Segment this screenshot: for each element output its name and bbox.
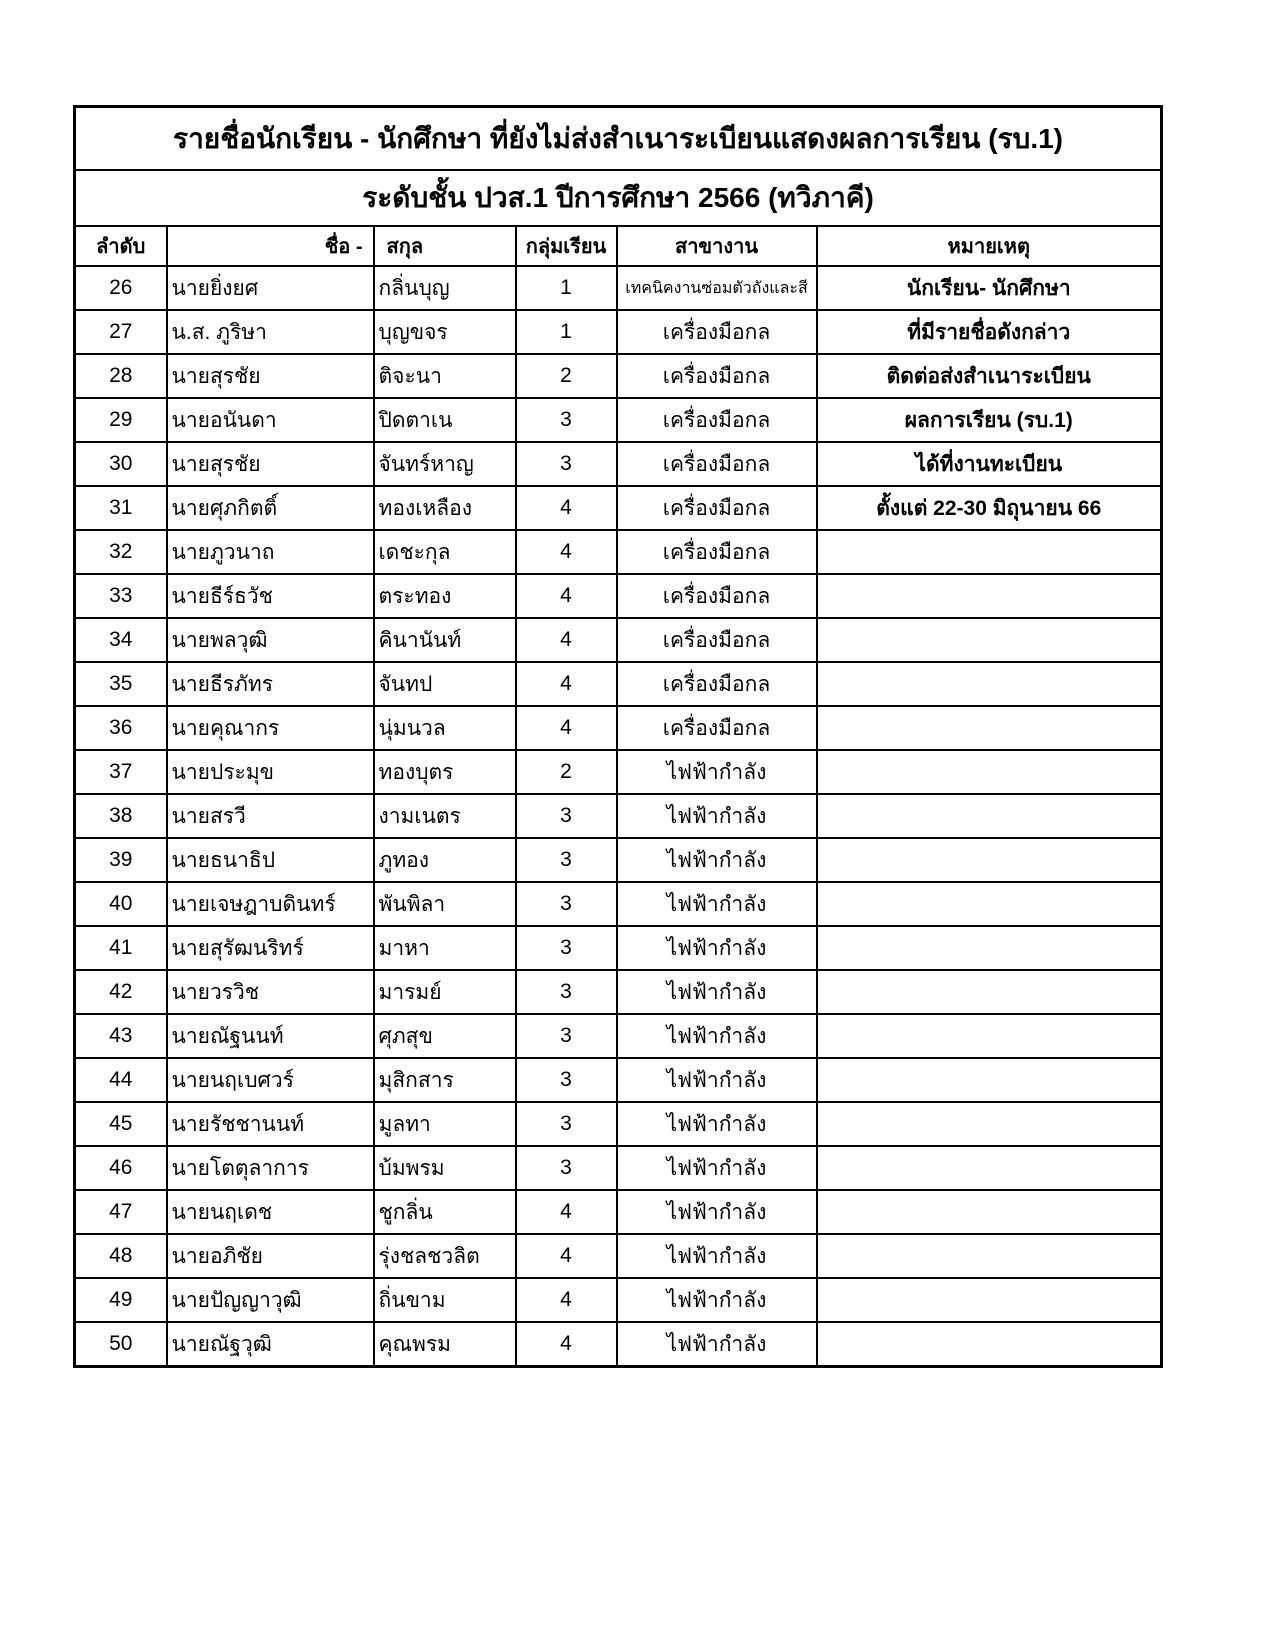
field-of-study: ไฟฟ้ากำลัง xyxy=(617,970,817,1014)
remark xyxy=(817,1278,1162,1322)
row-number: 50 xyxy=(75,1322,167,1367)
subtitle-row xyxy=(75,170,1162,226)
row-number: 42 xyxy=(75,970,167,1014)
table-row xyxy=(75,1278,1162,1322)
student-first-name: นายสุรชัย xyxy=(167,442,374,486)
student-first-name: นายธีรภัทร xyxy=(167,662,374,706)
table-row xyxy=(75,618,1162,662)
study-group: 4 xyxy=(516,530,617,574)
student-first-name: นายปัญญาวุฒิ xyxy=(167,1278,374,1322)
study-group: 4 xyxy=(516,1278,617,1322)
row-number: 31 xyxy=(75,486,167,530)
study-group: 3 xyxy=(516,398,617,442)
study-group: 3 xyxy=(516,882,617,926)
header-order-number: ลำดับ xyxy=(75,226,167,266)
field-of-study: ไฟฟ้ากำลัง xyxy=(617,1234,817,1278)
student-first-name: นายวรวิช xyxy=(167,970,374,1014)
study-group: 2 xyxy=(516,750,617,794)
header-first-name: ชื่อ - xyxy=(167,226,374,266)
remark xyxy=(817,574,1162,618)
field-of-study: เครื่องมือกล xyxy=(617,310,817,354)
study-group: 3 xyxy=(516,442,617,486)
table-row xyxy=(75,838,1162,882)
study-group: 3 xyxy=(516,838,617,882)
row-number: 49 xyxy=(75,1278,167,1322)
field-of-study: เครื่องมือกล xyxy=(617,530,817,574)
student-last-name: เดชะกุล xyxy=(374,530,516,574)
student-first-name: นายอนันดา xyxy=(167,398,374,442)
row-number: 45 xyxy=(75,1102,167,1146)
table-row xyxy=(75,486,1162,530)
table-row xyxy=(75,1146,1162,1190)
table-row xyxy=(75,266,1162,310)
study-group: 3 xyxy=(516,926,617,970)
table-row xyxy=(75,530,1162,574)
table-row xyxy=(75,662,1162,706)
student-first-name: นายพลวุฒิ xyxy=(167,618,374,662)
row-number: 28 xyxy=(75,354,167,398)
field-of-study: ไฟฟ้ากำลัง xyxy=(617,1322,817,1367)
row-number: 44 xyxy=(75,1058,167,1102)
student-first-name: น.ส. ภูริษา xyxy=(167,310,374,354)
student-first-name: นายโตตุลาการ xyxy=(167,1146,374,1190)
field-of-study: เทคนิคงานซ่อมตัวถังและสี xyxy=(617,266,817,310)
field-of-study: ไฟฟ้ากำลัง xyxy=(617,1146,817,1190)
field-of-study: ไฟฟ้ากำลัง xyxy=(617,794,817,838)
row-number: 32 xyxy=(75,530,167,574)
remark: ตั้งแต่ 22-30 มิถุนายน 66 xyxy=(817,486,1162,530)
study-group: 4 xyxy=(516,486,617,530)
study-group: 4 xyxy=(516,1322,617,1367)
field-of-study: เครื่องมือกล xyxy=(617,618,817,662)
remark xyxy=(817,1190,1162,1234)
remark xyxy=(817,750,1162,794)
remark xyxy=(817,1058,1162,1102)
row-number: 38 xyxy=(75,794,167,838)
row-number: 48 xyxy=(75,1234,167,1278)
student-first-name: นายนฤเบศวร์ xyxy=(167,1058,374,1102)
study-group: 3 xyxy=(516,1058,617,1102)
student-first-name: นายเจษฎาบดินทร์ xyxy=(167,882,374,926)
remark xyxy=(817,838,1162,882)
row-number: 29 xyxy=(75,398,167,442)
remark: ที่มีรายชื่อดังกล่าว xyxy=(817,310,1162,354)
study-group: 4 xyxy=(516,706,617,750)
student-first-name: นายประมุข xyxy=(167,750,374,794)
row-number: 40 xyxy=(75,882,167,926)
student-last-name: จันทป xyxy=(374,662,516,706)
student-last-name: ทองบุตร xyxy=(374,750,516,794)
student-first-name: นายอภิชัย xyxy=(167,1234,374,1278)
field-of-study: ไฟฟ้ากำลัง xyxy=(617,1102,817,1146)
student-last-name: ตระทอง xyxy=(374,574,516,618)
table-row xyxy=(75,1234,1162,1278)
row-number: 39 xyxy=(75,838,167,882)
field-of-study: ไฟฟ้ากำลัง xyxy=(617,882,817,926)
student-first-name: นายสุรชัย xyxy=(167,354,374,398)
document-title: รายชื่อนักเรียน - นักศึกษา ที่ยังไม่ส่งสำเนาระเบียนแสดงผลการเรียน (รบ.1) xyxy=(75,107,1162,171)
student-last-name: ภูทอง xyxy=(374,838,516,882)
table-row xyxy=(75,794,1162,838)
table-row xyxy=(75,926,1162,970)
row-number: 33 xyxy=(75,574,167,618)
remark xyxy=(817,1014,1162,1058)
field-of-study: เครื่องมือกล xyxy=(617,706,817,750)
student-first-name: นายนฤเดช xyxy=(167,1190,374,1234)
student-last-name: ติจะนา xyxy=(374,354,516,398)
row-number: 30 xyxy=(75,442,167,486)
field-of-study: เครื่องมือกล xyxy=(617,398,817,442)
document-subtitle: ระดับชั้น ปวส.1 ปีการศึกษา 2566 (ทวิภาคี) xyxy=(75,170,1162,226)
study-group: 3 xyxy=(516,1102,617,1146)
student-last-name: รุ่งชลชวลิต xyxy=(374,1234,516,1278)
remark: ติดต่อส่งสำเนาระเบียน xyxy=(817,354,1162,398)
student-last-name: พันพิลา xyxy=(374,882,516,926)
remark xyxy=(817,970,1162,1014)
student-last-name: ชูกลิ่น xyxy=(374,1190,516,1234)
study-group: 4 xyxy=(516,574,617,618)
row-number: 46 xyxy=(75,1146,167,1190)
title-row xyxy=(75,107,1162,171)
student-first-name: นายธนาธิป xyxy=(167,838,374,882)
student-last-name: ปิดตาเน xyxy=(374,398,516,442)
student-last-name: ศุภสุข xyxy=(374,1014,516,1058)
table-row xyxy=(75,398,1162,442)
remark: ผลการเรียน (รบ.1) xyxy=(817,398,1162,442)
table-row xyxy=(75,1014,1162,1058)
table-row xyxy=(75,882,1162,926)
student-last-name: คินานันท์ xyxy=(374,618,516,662)
student-last-name: จันทร์หาญ xyxy=(374,442,516,486)
student-last-name: ถิ่นขาม xyxy=(374,1278,516,1322)
student-last-name: คุณพรม xyxy=(374,1322,516,1367)
student-last-name: นุ่มนวล xyxy=(374,706,516,750)
field-of-study: เครื่องมือกล xyxy=(617,354,817,398)
remark xyxy=(817,618,1162,662)
field-of-study: ไฟฟ้ากำลัง xyxy=(617,750,817,794)
table-row xyxy=(75,442,1162,486)
header-remark: หมายเหตุ xyxy=(817,226,1162,266)
student-last-name: ทองเหลือง xyxy=(374,486,516,530)
student-first-name: นายศุภกิตติ์ xyxy=(167,486,374,530)
row-number: 27 xyxy=(75,310,167,354)
remark xyxy=(817,530,1162,574)
header-last-name: สกุล xyxy=(374,226,516,266)
remark: ได้ที่งานทะเบียน xyxy=(817,442,1162,486)
field-of-study: ไฟฟ้ากำลัง xyxy=(617,1058,817,1102)
study-group: 1 xyxy=(516,310,617,354)
remark xyxy=(817,882,1162,926)
study-group: 3 xyxy=(516,794,617,838)
row-number: 26 xyxy=(75,266,167,310)
field-of-study: ไฟฟ้ากำลัง xyxy=(617,1278,817,1322)
row-number: 47 xyxy=(75,1190,167,1234)
table-row xyxy=(75,1190,1162,1234)
header-study-group: กลุ่มเรียน xyxy=(516,226,617,266)
student-first-name: นายภูวนาถ xyxy=(167,530,374,574)
study-group: 4 xyxy=(516,1234,617,1278)
student-list-table xyxy=(73,105,1163,1368)
remark: นักเรียน- นักศึกษา xyxy=(817,266,1162,310)
row-number: 35 xyxy=(75,662,167,706)
table-row xyxy=(75,706,1162,750)
row-number: 41 xyxy=(75,926,167,970)
table-row xyxy=(75,354,1162,398)
row-number: 34 xyxy=(75,618,167,662)
student-first-name: นายณัฐนนท์ xyxy=(167,1014,374,1058)
row-number: 37 xyxy=(75,750,167,794)
remark xyxy=(817,1146,1162,1190)
header-field-of-study: สาขางาน xyxy=(617,226,817,266)
table-row xyxy=(75,1102,1162,1146)
field-of-study: ไฟฟ้ากำลัง xyxy=(617,926,817,970)
student-first-name: นายคุณากร xyxy=(167,706,374,750)
table-row xyxy=(75,970,1162,1014)
remark xyxy=(817,1234,1162,1278)
remark xyxy=(817,1102,1162,1146)
study-group: 2 xyxy=(516,354,617,398)
student-last-name: บ้มพรม xyxy=(374,1146,516,1190)
student-last-name: กลิ่นบุญ xyxy=(374,266,516,310)
student-first-name: นายสรวี xyxy=(167,794,374,838)
student-first-name: นายธีร์ธวัช xyxy=(167,574,374,618)
field-of-study: ไฟฟ้ากำลัง xyxy=(617,1014,817,1058)
remark xyxy=(817,926,1162,970)
table-row xyxy=(75,310,1162,354)
remark xyxy=(817,662,1162,706)
student-last-name: งามเนตร xyxy=(374,794,516,838)
study-group: 4 xyxy=(516,1190,617,1234)
field-of-study: เครื่องมือกล xyxy=(617,442,817,486)
table-row xyxy=(75,750,1162,794)
student-first-name: นายสุรัฒนริทร์ xyxy=(167,926,374,970)
student-last-name: บุญขจร xyxy=(374,310,516,354)
remark xyxy=(817,706,1162,750)
student-last-name: มารมย์ xyxy=(374,970,516,1014)
table-row xyxy=(75,574,1162,618)
remark xyxy=(817,794,1162,838)
student-last-name: มูลทา xyxy=(374,1102,516,1146)
study-group: 3 xyxy=(516,970,617,1014)
study-group: 3 xyxy=(516,1014,617,1058)
table-row xyxy=(75,1322,1162,1367)
field-of-study: ไฟฟ้ากำลัง xyxy=(617,1190,817,1234)
field-of-study: เครื่องมือกล xyxy=(617,662,817,706)
study-group: 4 xyxy=(516,662,617,706)
student-first-name: นายณัฐวุฒิ xyxy=(167,1322,374,1367)
student-first-name: นายรัชชานนท์ xyxy=(167,1102,374,1146)
student-last-name: มุสิกสาร xyxy=(374,1058,516,1102)
table-header-row xyxy=(75,226,1162,266)
row-number: 36 xyxy=(75,706,167,750)
row-number: 43 xyxy=(75,1014,167,1058)
study-group: 1 xyxy=(516,266,617,310)
field-of-study: เครื่องมือกล xyxy=(617,486,817,530)
student-last-name: มาหา xyxy=(374,926,516,970)
remark xyxy=(817,1322,1162,1367)
field-of-study: ไฟฟ้ากำลัง xyxy=(617,838,817,882)
student-first-name: นายยิ่งยศ xyxy=(167,266,374,310)
field-of-study: เครื่องมือกล xyxy=(617,574,817,618)
table-row xyxy=(75,1058,1162,1102)
study-group: 4 xyxy=(516,618,617,662)
study-group: 3 xyxy=(516,1146,617,1190)
